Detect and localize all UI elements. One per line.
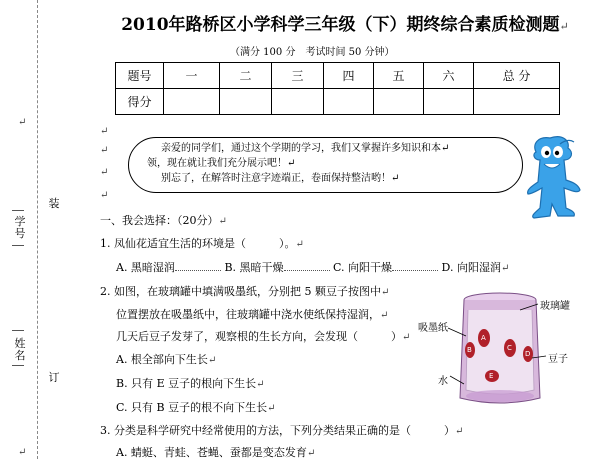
return-mark: ↵: [391, 173, 400, 184]
score-table-cell: 总 分: [474, 63, 560, 89]
return-mark: ↵: [207, 355, 217, 366]
score-table-header-row: [116, 63, 560, 89]
return-mark: ↵: [287, 158, 296, 169]
question-stem-line: 位置摆放在吸墨纸中，往玻璃罐中浇水使纸保持湿润，↵: [116, 308, 389, 321]
intro-bubble: [128, 137, 523, 193]
page-title-text: 2010年路桥区小学科学三年级（下）期终综合素质检测题: [121, 15, 560, 35]
score-entry[interactable]: [424, 89, 474, 115]
section-heading: 一、我会选择：（20分）↵: [100, 214, 227, 227]
return-mark: ↵: [441, 143, 450, 154]
return-mark: ↵: [218, 216, 227, 227]
score-table-cell: 六: [424, 63, 474, 89]
name-label: 姓名: [14, 337, 26, 362]
return-mark: ↵: [306, 448, 316, 459]
return-mark: ↵: [100, 145, 109, 156]
return-mark: ↵: [100, 167, 109, 178]
question-stem-line: 几天后豆子发芽了，观察根的生长方向，会发现（ ）↵: [116, 330, 411, 343]
intro-line: 别忘了，在解答时注意字迹端正，卷面保持整洁哟！↵: [161, 173, 400, 184]
return-mark: ↵: [18, 447, 27, 458]
mascot-image: [520, 130, 585, 225]
score-table-cell: 四: [324, 63, 374, 89]
score-table: [115, 62, 560, 115]
page-title: [95, 10, 595, 35]
tab-leader: [284, 270, 330, 271]
bean-label: A: [481, 334, 486, 342]
bean-label: D: [525, 350, 531, 358]
seat-label: 学号: [14, 215, 26, 240]
question-options: [116, 259, 509, 275]
score-entry[interactable]: [164, 89, 220, 115]
figure-leader-lines: [420, 300, 560, 390]
option-c[interactable]: C. 向阳干燥: [333, 261, 393, 274]
return-mark: ↵: [402, 332, 411, 343]
question-stem: 2. 如图，在玻璃罐中填满吸墨纸，分别把 5 颗豆子按图中↵: [100, 285, 390, 298]
question-stem: 1. 凤仙花适宜生活的环境是（ ）。↵: [100, 237, 304, 250]
score-table-cell: 题号: [116, 63, 164, 89]
intro-line: 领，现在就让我们充分展示吧！↵: [147, 158, 296, 169]
return-mark: ↵: [100, 126, 109, 137]
return-mark: ↵: [295, 239, 304, 250]
seat-blank: [12, 210, 24, 211]
return-mark: ↵: [455, 426, 464, 437]
question-stem: 3. 分类是科学研究中经常使用的方法，下列分类结果正确的是（ ）↵: [100, 424, 464, 437]
seat-blank-end: [12, 245, 24, 246]
exam-info: [230, 43, 395, 58]
intro-line: 亲爱的同学们，通过这个学期的学习，我们又掌握许多知识和本↵: [161, 143, 450, 154]
exam-info-text: （满分 100 分 考试时间 50 分钟）: [230, 47, 395, 58]
option-a[interactable]: A. 根全部向下生长↵: [116, 353, 217, 366]
return-mark: ↵: [559, 20, 569, 33]
return-mark: ↵: [267, 403, 276, 414]
return-mark: ↵: [18, 117, 27, 128]
option-b[interactable]: B. 只有 E 豆子的根向下生长↵: [116, 377, 265, 390]
return-mark: ↵: [380, 287, 390, 298]
option-c[interactable]: C. 只有 B 豆子的根不向下生长↵: [116, 401, 276, 414]
binding-mark-top: 装: [48, 197, 60, 210]
score-entry[interactable]: [220, 89, 272, 115]
score-table-cell: 一: [164, 63, 220, 89]
score-entry[interactable]: [272, 89, 324, 115]
score-table-cell: 五: [374, 63, 424, 89]
option-a[interactable]: A. 黑暗湿润: [116, 261, 175, 274]
tab-leader: [392, 270, 438, 271]
name-blank: [12, 330, 24, 331]
option-d[interactable]: D. 向阳湿润: [441, 261, 501, 274]
binding-line: [37, 0, 38, 459]
name-blank-end: [12, 365, 24, 366]
score-table-score-row: [116, 89, 560, 115]
binding-mark-bottom: 订: [48, 371, 60, 384]
bean-label: E: [489, 372, 494, 380]
bean-label: C: [507, 344, 512, 352]
bean-label: B: [467, 346, 472, 354]
score-table-cell: 三: [272, 63, 324, 89]
label-paper: 吸墨纸: [418, 323, 448, 334]
return-mark: ↵: [500, 263, 510, 274]
label-water: 水: [438, 376, 448, 387]
score-entry[interactable]: [374, 89, 424, 115]
return-mark: ↵: [380, 310, 389, 321]
option-a[interactable]: A. 蜻蜓、青蛙、苍蝇、蚕都是变态发育↵: [116, 446, 316, 459]
tab-leader: [175, 270, 221, 271]
score-table-cell: 二: [220, 63, 272, 89]
option-b[interactable]: B. 黑暗干燥: [224, 261, 284, 274]
score-entry[interactable]: [324, 89, 374, 115]
return-mark: ↵: [256, 379, 265, 390]
label-bean: 豆子: [548, 354, 568, 365]
return-mark: ↵: [100, 190, 109, 201]
label-jar: 玻璃罐: [540, 301, 570, 312]
score-table-cell: 得分: [116, 89, 164, 115]
score-entry[interactable]: [474, 89, 560, 115]
